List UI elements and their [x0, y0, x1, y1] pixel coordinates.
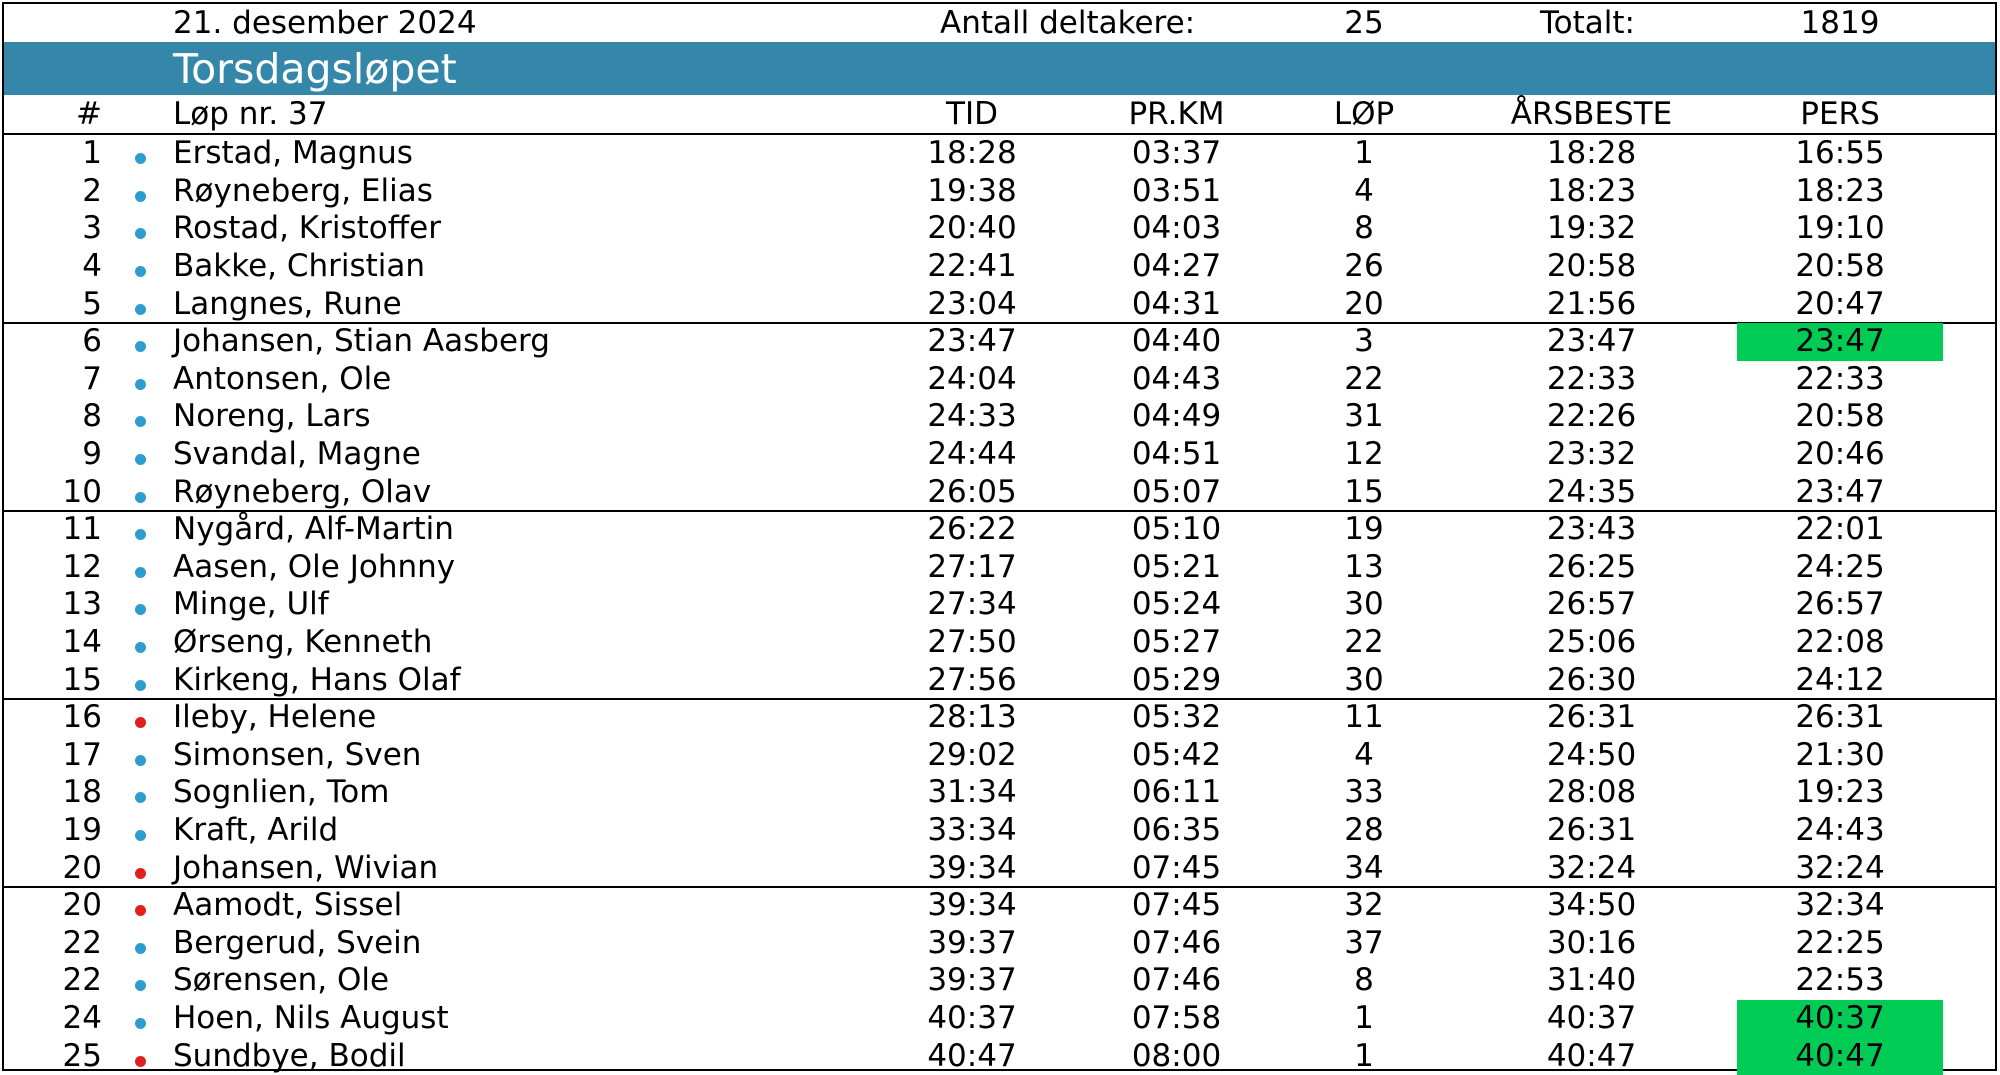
blue-dot-icon	[135, 755, 146, 766]
total-value: 1819	[1800, 4, 1880, 41]
table-row	[4, 285, 1995, 323]
blue-dot-icon	[135, 567, 146, 578]
blue-dot-icon	[135, 1018, 146, 1029]
title-band	[4, 42, 1995, 95]
table-row	[4, 511, 1995, 549]
pers-cell: 20:58	[1795, 398, 1885, 435]
name-cell: Langnes, Rune	[173, 285, 402, 322]
arsbeste-cell: 19:32	[1546, 210, 1637, 247]
tid-cell: 24:04	[927, 360, 1017, 397]
blue-dot-icon	[135, 830, 146, 841]
prkm-cell: 05:42	[1131, 736, 1222, 773]
lop-cell: 1	[1354, 135, 1374, 172]
blue-dot-icon	[135, 341, 146, 352]
name-cell: Nygård, Alf-Martin	[173, 511, 454, 548]
tid-cell: 24:44	[927, 436, 1017, 473]
table-row	[4, 173, 1995, 211]
name-cell: Ørseng, Kenneth	[173, 624, 433, 661]
lop-cell: 33	[1344, 774, 1384, 811]
prkm-cell: 05:29	[1131, 661, 1222, 698]
arsbeste-cell: 22:33	[1546, 360, 1637, 397]
rank-cell: 25	[62, 1037, 102, 1074]
arsbeste-cell: 23:47	[1546, 323, 1637, 360]
arsbeste-cell: 34:50	[1546, 887, 1637, 924]
name-cell: Erstad, Magnus	[173, 135, 413, 172]
arsbeste-cell: 31:40	[1546, 962, 1637, 999]
pers-cell: 24:43	[1795, 812, 1885, 849]
table-row	[4, 699, 1995, 737]
results-sheet	[2, 2, 1997, 1074]
rank-cell: 12	[62, 548, 102, 585]
name-cell: Ileby, Helene	[173, 699, 377, 736]
table-row	[4, 661, 1995, 699]
gender-dot-cell	[122, 248, 158, 286]
participants-label: Antall deltakere:	[940, 4, 1196, 41]
blue-dot-icon	[135, 680, 146, 691]
pers-cell: 19:10	[1795, 210, 1885, 247]
lop-cell: 4	[1354, 736, 1374, 773]
name-cell: Aamodt, Sissel	[173, 887, 403, 924]
red-dot-icon	[135, 717, 146, 728]
column-header-arsbeste: ÅRSBESTE	[1510, 95, 1673, 132]
lop-cell: 37	[1344, 924, 1384, 961]
arsbeste-cell: 25:06	[1546, 624, 1637, 661]
pers-cell: 24:25	[1795, 548, 1885, 585]
arsbeste-cell: 23:32	[1546, 436, 1637, 473]
name-cell: Aasen, Ole Johnny	[173, 548, 456, 585]
pers-cell: 32:24	[1795, 849, 1885, 886]
rank-cell: 10	[62, 473, 102, 510]
arsbeste-cell: 30:16	[1546, 924, 1637, 961]
pers-cell: 22:25	[1795, 924, 1885, 961]
arsbeste-cell: 32:24	[1546, 849, 1637, 886]
rank-cell: 11	[62, 511, 102, 548]
participants-count: 25	[1344, 4, 1384, 41]
rank-cell: 22	[62, 924, 102, 961]
rank-cell: 19	[62, 812, 102, 849]
table-row	[4, 812, 1995, 850]
pers-cell: 22:08	[1795, 624, 1885, 661]
tid-cell: 23:47	[927, 323, 1017, 360]
lop-cell: 13	[1344, 548, 1384, 585]
gender-dot-cell	[122, 925, 158, 963]
prkm-cell: 07:58	[1131, 1000, 1222, 1037]
rank-cell: 13	[62, 586, 102, 623]
table-row	[4, 436, 1995, 474]
arsbeste-cell: 26:31	[1546, 812, 1637, 849]
name-cell: Bakke, Christian	[173, 248, 426, 285]
rank-cell: 17	[62, 736, 102, 773]
gender-dot-cell	[122, 210, 158, 248]
column-header-race: Løp nr. 37	[173, 95, 328, 132]
rank-cell: 2	[82, 172, 102, 209]
pers-cell: 26:57	[1795, 586, 1885, 623]
gender-dot-cell	[122, 549, 158, 587]
table-row	[4, 624, 1995, 662]
pers-cell: 23:47	[1737, 323, 1943, 361]
arsbeste-cell: 28:08	[1546, 774, 1637, 811]
blue-dot-icon	[135, 304, 146, 315]
table-row	[4, 1037, 1995, 1075]
lop-cell: 26	[1344, 248, 1384, 285]
tid-cell: 26:22	[927, 511, 1017, 548]
total-label: Totalt:	[1540, 4, 1635, 41]
tid-cell: 39:37	[927, 962, 1017, 999]
prkm-cell: 07:46	[1131, 962, 1222, 999]
prkm-cell: 06:35	[1131, 812, 1222, 849]
gender-dot-cell	[122, 135, 158, 173]
arsbeste-cell: 26:57	[1546, 586, 1637, 623]
gender-dot-cell	[122, 849, 158, 887]
gender-dot-cell	[122, 812, 158, 850]
rank-cell: 3	[82, 210, 102, 247]
tid-cell: 40:37	[927, 1000, 1017, 1037]
lop-cell: 28	[1344, 812, 1384, 849]
red-dot-icon	[135, 868, 146, 879]
table-row	[4, 737, 1995, 775]
arsbeste-cell: 20:58	[1546, 248, 1637, 285]
column-header-pers: PERS	[1800, 95, 1880, 132]
gender-dot-cell	[122, 699, 158, 737]
blue-dot-icon	[135, 153, 146, 164]
prkm-cell: 05:24	[1131, 586, 1222, 623]
pers-cell: 16:55	[1795, 135, 1885, 172]
lop-cell: 31	[1344, 398, 1384, 435]
tid-cell: 27:50	[927, 624, 1017, 661]
rank-cell: 9	[82, 436, 102, 473]
pers-cell: 24:12	[1795, 661, 1885, 698]
gender-dot-cell	[122, 398, 158, 436]
table-row	[4, 586, 1995, 624]
pers-cell: 20:46	[1795, 436, 1885, 473]
gender-dot-cell	[122, 361, 158, 399]
tid-cell: 39:37	[927, 924, 1017, 961]
table-row	[4, 962, 1995, 1000]
pers-cell: 40:37	[1737, 1000, 1943, 1038]
tid-cell: 18:28	[927, 135, 1017, 172]
summary-line	[4, 4, 1995, 42]
gender-dot-cell	[122, 511, 158, 549]
lop-cell: 22	[1344, 624, 1384, 661]
arsbeste-cell: 24:50	[1546, 736, 1637, 773]
lop-cell: 4	[1354, 172, 1374, 209]
name-cell: Minge, Ulf	[173, 586, 329, 623]
table-row	[4, 774, 1995, 812]
blue-dot-icon	[135, 943, 146, 954]
tid-cell: 33:34	[927, 812, 1017, 849]
prkm-cell: 06:11	[1131, 774, 1222, 811]
name-cell: Johansen, Wivian	[173, 849, 439, 886]
arsbeste-cell: 26:31	[1546, 699, 1637, 736]
tid-cell: 39:34	[927, 849, 1017, 886]
name-cell: Sognlien, Tom	[173, 774, 390, 811]
prkm-cell: 05:07	[1131, 473, 1222, 510]
column-header-row	[4, 95, 1995, 135]
lop-cell: 8	[1354, 210, 1374, 247]
lop-cell: 8	[1354, 962, 1374, 999]
table-row	[4, 473, 1995, 511]
prkm-cell: 04:51	[1131, 436, 1222, 473]
table-row	[4, 849, 1995, 887]
lop-cell: 11	[1344, 699, 1384, 736]
pers-cell: 19:23	[1795, 774, 1885, 811]
arsbeste-cell: 40:47	[1546, 1037, 1637, 1074]
tid-cell: 39:34	[927, 887, 1017, 924]
arsbeste-cell: 22:26	[1546, 398, 1637, 435]
tid-cell: 22:41	[927, 248, 1017, 285]
tid-cell: 26:05	[927, 473, 1017, 510]
prkm-cell: 04:49	[1131, 398, 1222, 435]
gender-dot-cell	[122, 661, 158, 699]
pers-cell: 26:31	[1795, 699, 1885, 736]
blue-dot-icon	[135, 529, 146, 540]
lop-cell: 32	[1344, 887, 1384, 924]
prkm-cell: 05:32	[1131, 699, 1222, 736]
arsbeste-cell: 40:37	[1546, 1000, 1637, 1037]
name-cell: Rostad, Kristoffer	[173, 210, 441, 247]
prkm-cell: 03:51	[1131, 172, 1222, 209]
prkm-cell: 04:40	[1131, 323, 1222, 360]
tid-cell: 28:13	[927, 699, 1017, 736]
pers-cell: 40:47	[1737, 1037, 1943, 1075]
rank-cell: 20	[62, 849, 102, 886]
arsbeste-cell: 26:25	[1546, 548, 1637, 585]
gender-dot-cell	[122, 323, 158, 361]
pers-cell: 20:47	[1795, 285, 1885, 322]
tid-cell: 27:34	[927, 586, 1017, 623]
prkm-cell: 05:27	[1131, 624, 1222, 661]
name-cell: Hoen, Nils August	[173, 1000, 449, 1037]
prkm-cell: 03:37	[1131, 135, 1222, 172]
lop-cell: 1	[1354, 1000, 1374, 1037]
gender-dot-cell	[122, 173, 158, 211]
arsbeste-cell: 18:28	[1546, 135, 1637, 172]
blue-dot-icon	[135, 379, 146, 390]
arsbeste-cell: 26:30	[1546, 661, 1637, 698]
tid-cell: 40:47	[927, 1037, 1017, 1074]
gender-dot-cell	[122, 473, 158, 511]
gender-dot-cell	[122, 1000, 158, 1038]
tid-cell: 24:33	[927, 398, 1017, 435]
tid-cell: 29:02	[927, 736, 1017, 773]
tid-cell: 27:17	[927, 548, 1017, 585]
tid-cell: 31:34	[927, 774, 1017, 811]
page-title: Torsdagsløpet	[173, 44, 457, 93]
table-row	[4, 361, 1995, 399]
rank-cell: 8	[82, 398, 102, 435]
lop-cell: 30	[1344, 661, 1384, 698]
lop-cell: 19	[1344, 511, 1384, 548]
rank-cell: 1	[82, 135, 102, 172]
pers-cell: 23:47	[1795, 473, 1885, 510]
table-row	[4, 398, 1995, 436]
rank-cell: 6	[82, 323, 102, 360]
table-row	[4, 210, 1995, 248]
name-cell: Antonsen, Ole	[173, 360, 392, 397]
lop-cell: 3	[1354, 323, 1374, 360]
gender-dot-cell	[122, 285, 158, 323]
name-cell: Simonsen, Sven	[173, 736, 422, 773]
gender-dot-cell	[122, 624, 158, 662]
table-row	[4, 323, 1995, 361]
arsbeste-cell: 18:23	[1546, 172, 1637, 209]
pers-cell: 21:30	[1795, 736, 1885, 773]
table-row	[4, 549, 1995, 587]
lop-cell: 1	[1354, 1037, 1374, 1074]
column-header-lop: LØP	[1333, 95, 1395, 132]
arsbeste-cell: 23:43	[1546, 511, 1637, 548]
red-dot-icon	[135, 905, 146, 916]
arsbeste-cell: 21:56	[1546, 285, 1637, 322]
name-cell: Noreng, Lars	[173, 398, 371, 435]
blue-dot-icon	[135, 454, 146, 465]
blue-dot-icon	[135, 642, 146, 653]
blue-dot-icon	[135, 604, 146, 615]
lop-cell: 12	[1344, 436, 1384, 473]
table-row	[4, 135, 1995, 173]
pers-cell: 22:53	[1795, 962, 1885, 999]
name-cell: Sundbye, Bodil	[173, 1037, 406, 1074]
column-header-prkm: PR.KM	[1128, 95, 1225, 132]
tid-cell: 23:04	[927, 285, 1017, 322]
gender-dot-cell	[122, 962, 158, 1000]
prkm-cell: 07:46	[1131, 924, 1222, 961]
pers-cell: 20:58	[1795, 248, 1885, 285]
race-date: 21. desember 2024	[173, 4, 477, 41]
lop-cell: 20	[1344, 285, 1384, 322]
tid-cell: 27:56	[927, 661, 1017, 698]
rank-cell: 20	[62, 887, 102, 924]
pers-cell: 22:33	[1795, 360, 1885, 397]
lop-cell: 22	[1344, 360, 1384, 397]
lop-cell: 15	[1344, 473, 1384, 510]
name-cell: Johansen, Stian Aasberg	[173, 323, 550, 360]
prkm-cell: 04:27	[1131, 248, 1222, 285]
pers-cell: 18:23	[1795, 172, 1885, 209]
prkm-cell: 04:31	[1131, 285, 1222, 322]
blue-dot-icon	[135, 228, 146, 239]
gender-dot-cell	[122, 586, 158, 624]
gender-dot-cell	[122, 887, 158, 925]
lop-cell: 30	[1344, 586, 1384, 623]
blue-dot-icon	[135, 266, 146, 277]
table-row	[4, 1000, 1995, 1038]
rank-cell: 7	[82, 360, 102, 397]
name-cell: Sørensen, Ole	[173, 962, 390, 999]
column-header-tid: TID	[946, 95, 998, 132]
rank-cell: 22	[62, 962, 102, 999]
rank-cell: 15	[62, 661, 102, 698]
prkm-cell: 07:45	[1131, 887, 1222, 924]
blue-dot-icon	[135, 792, 146, 803]
gender-dot-cell	[122, 1037, 158, 1075]
name-cell: Røyneberg, Elias	[173, 172, 433, 209]
name-cell: Bergerud, Svein	[173, 924, 422, 961]
rank-cell: 24	[62, 1000, 102, 1037]
prkm-cell: 08:00	[1131, 1037, 1222, 1074]
red-dot-icon	[135, 1056, 146, 1067]
rank-cell: 14	[62, 624, 102, 661]
rank-cell: 16	[62, 699, 102, 736]
gender-dot-cell	[122, 436, 158, 474]
name-cell: Svandal, Magne	[173, 436, 421, 473]
table-row	[4, 887, 1995, 925]
name-cell: Kraft, Arild	[173, 812, 339, 849]
prkm-cell: 05:21	[1131, 548, 1222, 585]
table-row	[4, 248, 1995, 286]
blue-dot-icon	[135, 416, 146, 427]
blue-dot-icon	[135, 492, 146, 503]
gender-dot-cell	[122, 737, 158, 775]
rank-cell: 4	[82, 248, 102, 285]
gender-dot-cell	[122, 774, 158, 812]
name-cell: Røyneberg, Olav	[173, 473, 432, 510]
table-row	[4, 925, 1995, 963]
prkm-cell: 05:10	[1131, 511, 1222, 548]
rank-cell: 18	[62, 774, 102, 811]
name-cell: Kirkeng, Hans Olaf	[173, 661, 461, 698]
prkm-cell: 07:45	[1131, 849, 1222, 886]
column-header-rank: #	[76, 95, 102, 132]
pers-cell: 22:01	[1795, 511, 1885, 548]
prkm-cell: 04:43	[1131, 360, 1222, 397]
arsbeste-cell: 24:35	[1546, 473, 1637, 510]
blue-dot-icon	[135, 980, 146, 991]
tid-cell: 20:40	[927, 210, 1017, 247]
lop-cell: 34	[1344, 849, 1384, 886]
pers-cell: 32:34	[1795, 887, 1885, 924]
rank-cell: 5	[82, 285, 102, 322]
prkm-cell: 04:03	[1131, 210, 1222, 247]
blue-dot-icon	[135, 191, 146, 202]
tid-cell: 19:38	[927, 172, 1017, 209]
